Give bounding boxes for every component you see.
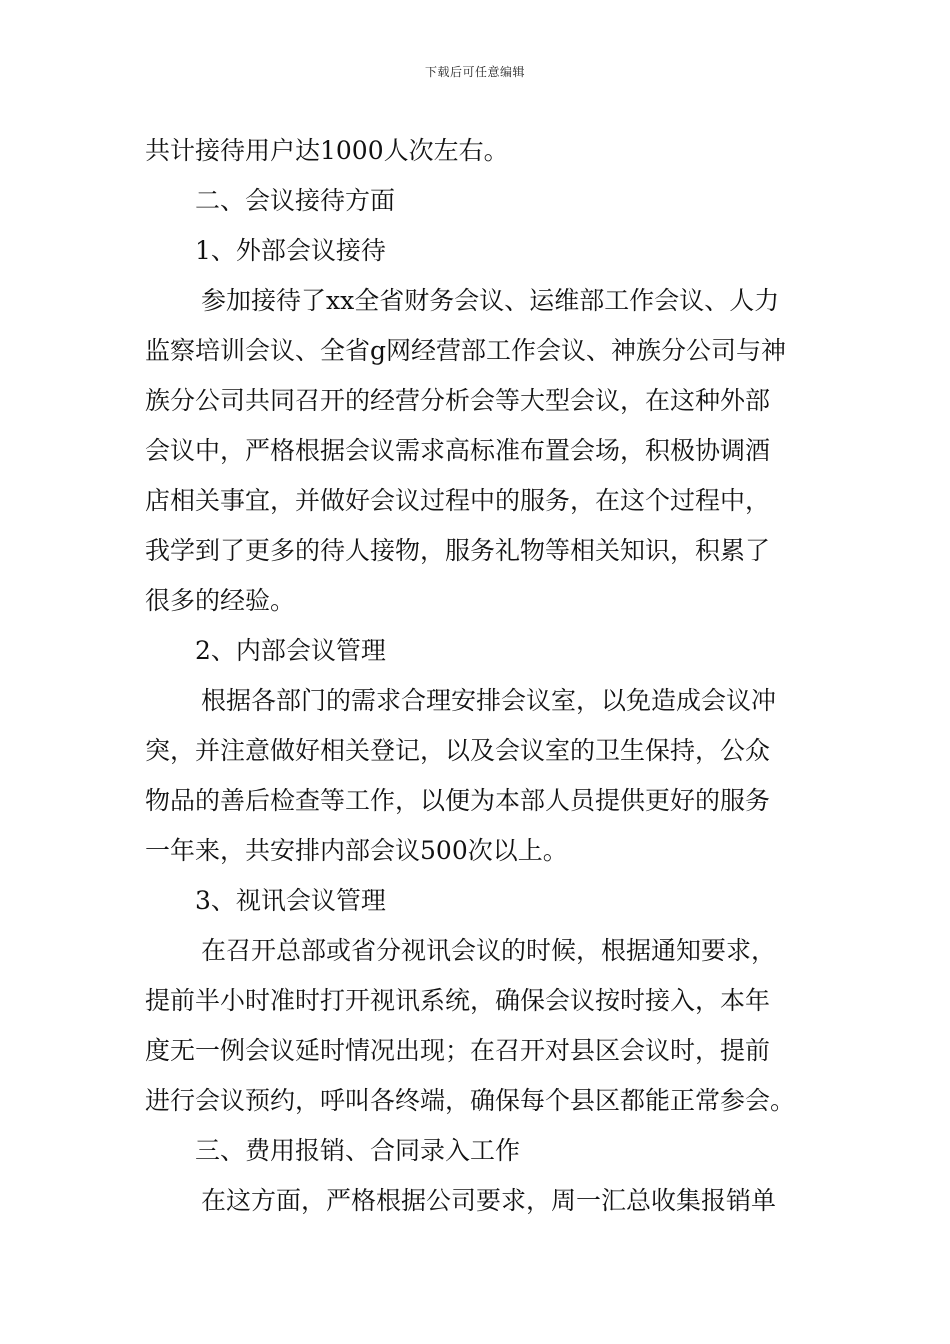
document-body (145, 126, 810, 1226)
subsection-heading: 3、视讯会议管理 (195, 886, 386, 915)
paragraph-line: 监察培训会议、全省g网经营部工作会议、神族分公司与神 (145, 336, 787, 365)
paragraph-line: 会议中，严格根据会议需求高标准布置会场，积极协调酒 (145, 436, 771, 465)
paragraph-line: 物品的善后检查等工作，以便为本部人员提供更好的服务 (145, 786, 771, 815)
paragraph-line: 度无一例会议延时情况出现；在召开对县区会议时，提前 (145, 1036, 771, 1065)
subsection-heading: 1、外部会议接待 (195, 236, 386, 265)
paragraph-line: 店相关事宜，并做好会议过程中的服务，在这个过程中， (145, 486, 771, 515)
paragraph-line: 进行会议预约，呼叫各终端，确保每个县区都能正常参会。 (145, 1086, 796, 1115)
page-header: 下载后可任意编辑 (424, 65, 525, 79)
subsection-heading: 2、内部会议管理 (195, 636, 386, 665)
paragraph-line: 很多的经验。 (145, 586, 296, 615)
paragraph-line: 在召开总部或省分视讯会议的时候，根据通知要求， (201, 936, 777, 965)
paragraph-line: 根据各部门的需求合理安排会议室，以免造成会议冲 (201, 686, 777, 715)
section-heading: 二、会议接待方面 (195, 186, 396, 215)
paragraph-line: 参加接待了xx全省财务会议、运维部工作会议、人力 (201, 286, 780, 315)
paragraph-line: 在这方面，严格根据公司要求，周一汇总收集报销单 (201, 1186, 777, 1215)
paragraph-line: 一年来，共安排内部会议500次以上。 (145, 836, 568, 865)
section-heading: 三、费用报销、合同录入工作 (195, 1136, 521, 1165)
paragraph-line: 族分公司共同召开的经营分析会等大型会议，在这种外部 (145, 386, 771, 415)
paragraph-line: 我学到了更多的待人接物，服务礼物等相关知识，积累了 (145, 536, 771, 565)
text-line: 共计接待用户达1000人次左右。 (145, 136, 509, 165)
paragraph-line: 突，并注意做好相关登记，以及会议室的卫生保持，公众 (145, 736, 771, 765)
paragraph-line: 提前半小时准时打开视讯系统，确保会议按时接入，本年 (145, 986, 771, 1015)
